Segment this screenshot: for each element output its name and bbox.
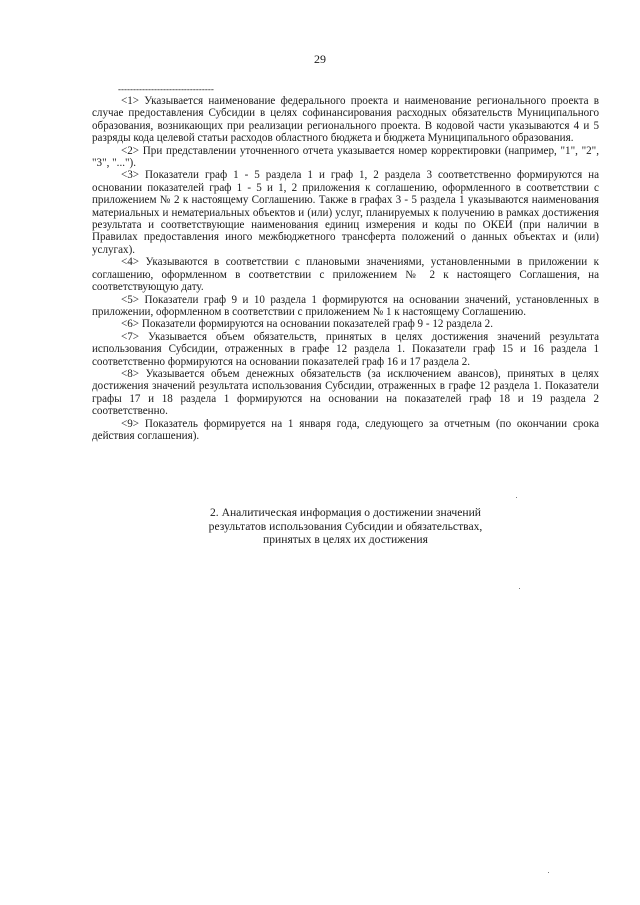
- footnote-separator: --------------------------------: [118, 84, 214, 94]
- scan-speck: [519, 588, 520, 589]
- footnote-5: <5> Показатели граф 9 и 10 раздела 1 формируются на основании значений, установленных в приложении, оформленном в соответствии с приложением № 1 к настоящему Соглашению.: [92, 293, 599, 318]
- footnote-8: <8> Указывается объем денежных обязательств (за исключением авансов), принятых в целях достижения значений результата использования Субсидии, отраженных в графе 12 раздела 1. Показатели графы 17 и 18 раздела 1 формируются на основании на показателей граф 18 и 19 раздела 2 соответственно.: [92, 367, 599, 418]
- footnote-6: <6> Показатели формируются на основании показателей граф 9 - 12 раздела 2.: [121, 318, 493, 331]
- page-number: 29: [314, 52, 326, 66]
- footnote-9: <9> Показатель формируется на 1 января года, следующего за отчетным (по окончании срока действия соглашения).: [92, 417, 599, 442]
- scan-speck: [516, 497, 517, 498]
- footnote-4: <4> Указываются в соответствии с плановыми значениями, установленными в приложении к соглашению, оформленном в соответствии с приложением № 2 к настоящего Соглашения, на соответствующую дату.: [92, 256, 599, 294]
- section-heading: [92, 506, 599, 547]
- footnote-7: <7> Указывается объем обязательств, принятых в целях достижения значений результата использования Субсидии, отраженных в графе 12 раздела 1. Показатели граф 15 и 16 раздела 1 соответственно формируются на основании показателей граф 16 и 17 раздела 2.: [92, 330, 599, 368]
- footnote-2: <2> При представлении уточненного отчета указывается номер корректировки (например, "1", "2", "3", "...").: [92, 144, 599, 170]
- footnote-3: <3> Показатели граф 1 - 5 раздела 1 и граф 1, 2 раздела 3 соответственно формируются на основании показателей граф 1 - 5 и 1, 2 приложения к соглашению, оформленного в соответствии с приложением № 2 к настоящему Соглашению. Также в графах 3 - 5 раздела 1 указываются наименования материальных и нематериальных объектов и (или) услуг, планируемых к получению в рамках достижения результата и соответствующие наименования единиц измерения и коды по ОКЕИ (при наличии в Правилах предоставления иного межбюджетного трансферта положений о данных объектах и (или) услугах).: [92, 169, 599, 256]
- section-heading-line-1: 2. Аналитическая информация о достижении значений: [210, 506, 481, 519]
- footnote-1: <1> Указывается наименование федерального проекта и наименование регионального проекта в случае предоставления Субсидии в целях софинансирования расходных обязательств Муниципального образования, возникающих при реализации регионального проекта. В кодовой части указываются 4 и 5 разряды кода целевой статьи расходов областного бюджета и бюджета Муниципального образования.: [92, 95, 599, 145]
- scan-speck: [548, 872, 549, 873]
- footnotes: [92, 95, 599, 442]
- section-heading-line-3: принятых в целях их достижения: [263, 533, 428, 547]
- section-heading-line-2: результатов использования Субсидии и обязательствах,: [208, 519, 483, 533]
